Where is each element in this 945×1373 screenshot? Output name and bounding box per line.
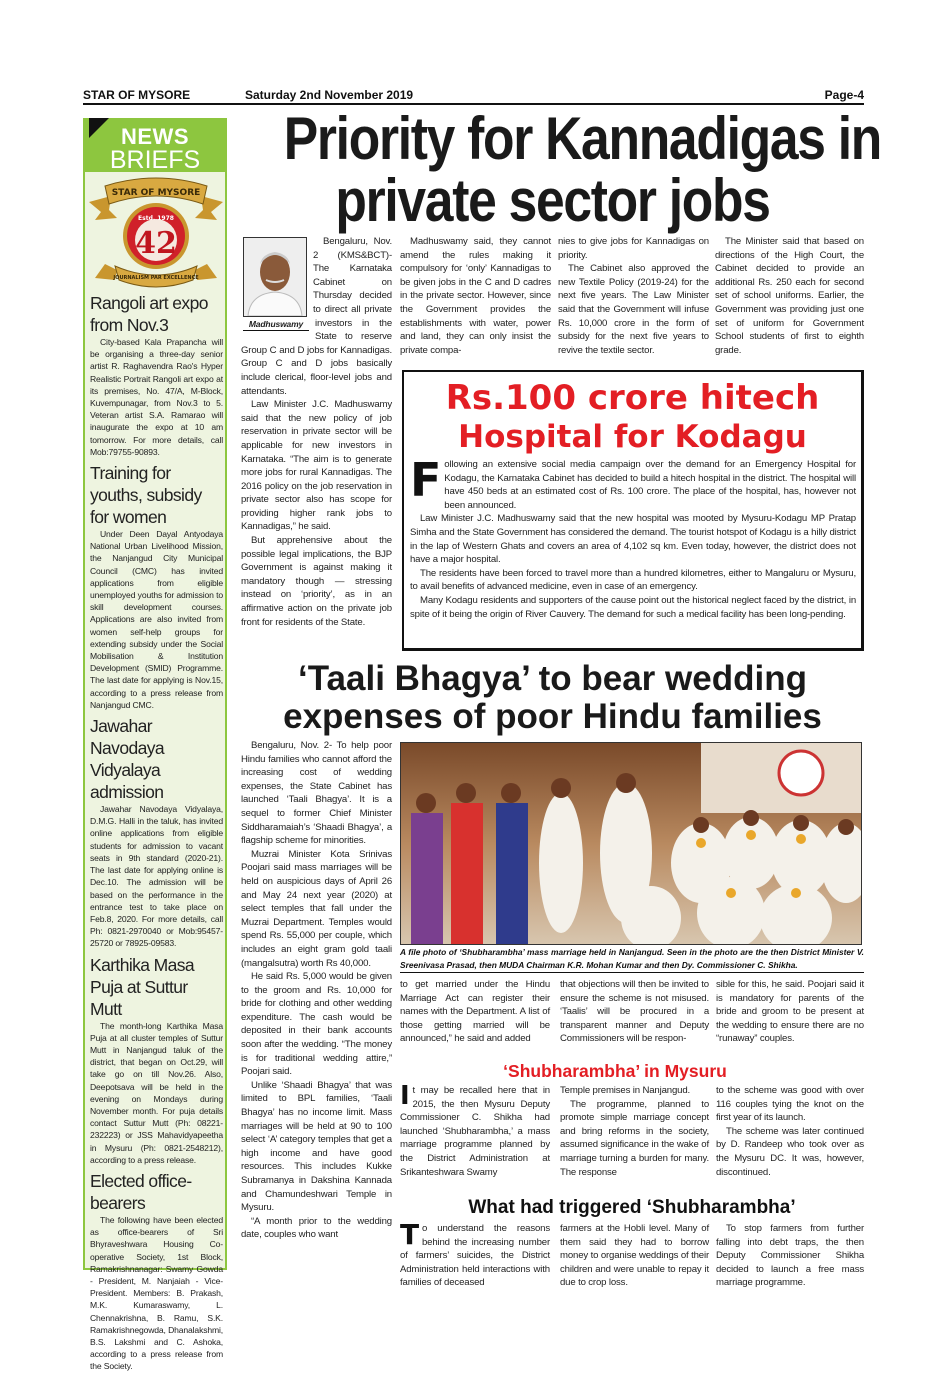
brief-title: Training for youths, subsidy for women	[90, 463, 202, 528]
story1-column-3	[558, 235, 709, 357]
logo-name: STAR OF MYSORE	[111, 188, 201, 198]
paragraph: sible for this, he said. Poojari said it is mandatory for parents of the bride and groom to be present at the wedding to ensure there are no “runaway” couples.	[716, 979, 864, 1045]
logo-estd: Estd. 1978	[138, 215, 174, 222]
paragraph: that objections will then be invited to ensure the scheme is not misused. ‘Taalis’ will be procured in a transparent manner and Deputy Commissioners will be respon-	[560, 979, 709, 1045]
portrait-image	[244, 238, 306, 316]
brief-navodaya-admission	[90, 715, 223, 949]
shubharambha-subheading: ‘Shubharambha’ in Mysuru	[503, 1061, 727, 1081]
paragraph: He said Rs. 5,000 would be given to the groom and Rs. 10,000 for bride for clothing and other wedding expenditure. The cash would be deposited in their bank accounts soon after the wedding. “The money is for traditional wedding attire,” Poojari said.	[241, 971, 392, 1078]
paragraph: Law Minister J.C. Madhuswamy said that the new policy of job reservation in private sector will be applicable for new investors in Karnataka. “The aim is to generate more jobs for rural Kannadigas. The 2016 policy on the job reservation in private sector also has scope for providing higher rank jobs to Kannadigas,” he said.	[241, 399, 392, 533]
brief-title: Rangoli art expo from Nov.3	[90, 293, 208, 335]
story1-column-4	[715, 235, 864, 357]
brief-title: Karthika Masa Puja at Suttur Mutt	[90, 954, 195, 1019]
story3-cont-column-1	[400, 978, 550, 1046]
story1-column-2	[400, 235, 551, 357]
headline-line: expenses of poor Hindu families	[283, 697, 822, 736]
paragraph: Muzrai Minister Kota Srinivas Poojari said mass marriages will be held on auspicious days of April 26 and May 24 next year (2020) at select temples that fall under the Muzrai Department. Temples would spend Rs. 55,000 per couple, which includes an eight gram gold taali (mangalsutra) worth Rs 40,000.	[241, 848, 392, 969]
paragraph: Bengaluru, Nov. 2 (KMS&BCT)- The Karnataka Cabinet on Thursday decided to direct all private investors in the State to reserve Group C and D jobs for Kannadigas. Group C and D jobs basically include clerical, floor-level jobs and attendants.	[241, 236, 392, 397]
photo-caption: A file photo of ‘Shubharambha’ mass marriage held in Nanjangud. Seen in the photo are the then District Minister V. Sreenivasa Prasad, then MUDA Chairman K.R. Mohan Kumar and then Dy. Commissioner C. Shikha.	[400, 946, 864, 973]
mass-marriage-image	[401, 743, 862, 945]
paragraph: to the scheme was good with over 116 couples tying the knot on the first year of its launch.	[716, 1085, 864, 1124]
paragraph: To stop farmers from further falling into debt traps, the then Deputy Commissioner Shikha decided to launch a free mass marriage programme.	[716, 1223, 864, 1289]
photo-caption: Madhuswamy	[243, 319, 309, 331]
sub1-column-1	[400, 1081, 550, 1179]
brief-body: The following have been elected as office-bearers of Sri Bhyraveshwara Housing Co-operative Society, 1st Block, Ramakrishnanagar: Swamy Gowda - President, M. Nanjaiah - Vice-President. Members: B. Prakash, M.K. Kumaraswamy, L. Chennakrishna, B. Ramu, S.K. Ramakrishnegowda, Dhanalakshmi, B.S. Lakshmi and C. Ashoka, according to a press release from the Society.	[90, 1214, 223, 1372]
newspaper-name: STAR OF MYSORE	[83, 88, 191, 102]
story3-cont-column-3	[716, 978, 864, 1046]
corner-triangle-icon	[89, 118, 109, 138]
paragraph: Unlike ‘Shaadi Bhagya’ that was limited to BPL families, ‘Taali Bhagya’ has no income limit. Mass marriages will be held at 90 to 100 select ‘A’ category temples that get a high income and have good resources. This includes Kukke Subramanya in Dakshina Kannada and Chamundeshwari Temple in Mysuru.	[241, 1079, 392, 1214]
brief-body: City-based Kala Prapancha will be organising a three-day senior artist R. Raghavendra Rao's Hyper Realistic Portrait Rangoli art expo at its premises, No. 47/A, M-Block, Kuvempunagar, from Nov.3 to 5. Veteran artist S.A. Ramarao will inaugurate the expo at 10 am tomorrow. For more details, call Mob:79755-90893.	[90, 337, 223, 457]
paragraph: o understand the reasons behind the increasing number of farmers’ suicides, the District Administration held interactions with families of deceased	[400, 1223, 550, 1289]
brief-rangoli-expo	[90, 292, 223, 458]
paragraph: Many Kodagu residents and supporters of the cause point out the historical neglect faced by the district, in spite of it being the origin of River Cauvery. The demand for such a medical facility has been long-pending.	[410, 594, 856, 620]
paragraph: nies to give jobs for Kannadigas on priority.	[558, 236, 709, 261]
paragraph: farmers at the Hobli level. Many of them said they had to borrow money to organise weddings of their children and were unable to repay it due to crop loss.	[560, 1223, 709, 1289]
paragraph: The Minister said that based on directions of the High Court, the Cabinet decided to provide an additional Rs. 250 each for second set of school uniforms. Earlier, the Government was providing just one set of uniform for Government School students of first to eighth grade.	[715, 236, 864, 356]
sub1-column-3	[716, 1084, 864, 1179]
paragraph: The scheme was later continued by D. Randeep who took over as the Mysuru DC. It was, however, discontinued.	[716, 1125, 864, 1178]
sub1-column-2	[560, 1084, 709, 1179]
story2-headline-line2: Hospital for Kodagu	[458, 419, 807, 455]
sub2-column-1	[400, 1218, 550, 1290]
paragraph: Bengaluru, Nov. 2- To help poor Hindu families who cannot afford the increasing cost of wedding expenses, the State Cabinet has launched ‘Taali Bhagya’. It is a sequel to former Chief Minister Siddharamaiah’s ‘Shaadi Bhagya’, a flagship scheme for minorities.	[241, 740, 392, 847]
brief-office-bearers	[90, 1170, 223, 1373]
paragraph: Madhuswamy said, they cannot amend the rules making it compulsory for ‘only’ Kannadigas to be given jobs in the C and D cadres in the private sector. However, since the Government provides the establishments with water, power and land, they can only insist the private compa-	[400, 236, 551, 356]
paragraph: “A month prior to the wedding date, couples who want	[241, 1215, 392, 1241]
sub2-column-3	[716, 1222, 864, 1290]
paragraph: The Cabinet also approved the new Textile Policy (2019-24) for the next five years. The Law Minister said that the Government will infuse Rs. 10,000 crore in the form of subsidy for the next five years to revive the textile sector.	[558, 263, 709, 356]
star-of-mysore-42-logo	[87, 176, 225, 288]
news-briefs-banner	[83, 118, 227, 172]
story3-cont-column-2	[560, 978, 709, 1046]
headline-line: private sector jobs	[335, 167, 770, 234]
story2-body	[410, 453, 856, 621]
news-briefs-sidebar	[83, 118, 227, 1372]
triggered-subheading: What had triggered ‘Shubharambha’	[468, 1197, 796, 1218]
logo-motto: JOURNALISM PAR EXCELLENCE	[113, 275, 199, 281]
paragraph: Law Minister J.C. Madhuswamy said that the new hospital was mooted by Mysuru-Kodagu MP Pratap Simha and the State Government has considered the demand. The tourist hotspot of Kodagu is a hilly district in the lap of Western Ghats and covers an area of 4,102 sq km. Even today, however, the district does not have a major hospital.	[410, 513, 856, 566]
headline-line: Priority for Kannadigas in	[283, 105, 881, 172]
headline-line: ‘Taali Bhagya’ to bear wedding	[298, 659, 807, 698]
paragraph: But apprehensive about the possible legal implications, the BJP Government is against making it mandatory though — stressing instead on ‘priority’, as in an affirmative action on the private job front for residents of the State.	[241, 535, 392, 628]
madhuswamy-photo	[243, 237, 307, 317]
paragraph: The residents have been forced to travel more than a hundred kilometres, either to Mangaluru or Mysuru, to avail benefits of advanced medicine, even in case of an emergency.	[410, 567, 856, 593]
brief-training-subsidy	[90, 462, 223, 711]
brief-karthika-puja	[90, 954, 223, 1166]
story2-headline-line1: Rs.100 crore hitech	[445, 378, 820, 418]
brief-body: Jawahar Navodaya Vidyalaya, D.M.G. Halli in the taluk, has invited online applications from eligible students for admission to vacant seats in 9th standard (2020-21). The last date for applying online is Dec.10. The admission will be based on the performance in the entrance test to take place on Feb.8, 2020. For more details, call Ph: 0821-2970040 or Mob:95457-25720 or 78925-09583.	[90, 804, 223, 949]
brief-title: Jawahar Navodaya Vidyalaya admission	[90, 716, 165, 803]
story1-column-1	[241, 235, 392, 629]
kodagu-hospital-box	[402, 370, 864, 651]
story3-headline	[240, 660, 865, 736]
mass-marriage-photo	[400, 742, 862, 945]
logo-number: 42	[135, 226, 177, 261]
brief-body: Under Deen Dayal Antyodaya National Urban Livelihood Mission, the Nanjangud City Municipal Council (CMC) has invited applications from eligible unemployed youths for admission to skill development courses. Applications are also invited from women self-help groups for extending subsidy under the Social Mobilisation & Institution Development (SMID) Programme. The last date for applying is Nov.15, according to a press release from Nanjangud CMC.	[90, 529, 223, 710]
brief-title: Elected office-bearers	[90, 1170, 192, 1213]
drop-cap: F	[410, 453, 442, 507]
story1-headline	[240, 105, 881, 234]
paragraph: t may be recalled here that in 2015, the then Mysuru Deputy Commissioner C. Shikha had launched ‘Shubharambha,’ a mass marriage programme planned by the District Administration at Srikanteshwara Swamy	[400, 1085, 550, 1178]
news-briefs-list	[90, 292, 223, 1373]
news-briefs-heading-top: NEWS	[121, 124, 189, 149]
drop-cap: T	[400, 1218, 419, 1251]
news-briefs-heading-bottom: BRIEFS	[109, 146, 201, 174]
paragraph: Temple premises in Nanjangud.	[560, 1085, 691, 1096]
issue-date: Saturday 2nd November 2019	[245, 88, 414, 102]
sub2-column-2	[560, 1222, 709, 1290]
paragraph: to get married under the Hindu Marriage Act can register their names with the Department. A list of those getting married will be announced,” he said and added	[400, 979, 550, 1045]
drop-cap: I	[400, 1081, 410, 1111]
paragraph: ollowing an extensive social media campaign over the demand for an Emergency Hospital for Kodagu, the Karnataka Cabinet has decided to build a hitech hospital in the district. The hospital will have 450 beds at an estimated cost of Rs. 100 crore. The place of the hospital, has, however not been announced.	[444, 459, 856, 511]
page-number: Page-4	[824, 88, 864, 102]
story3-column-1	[241, 739, 392, 1242]
paragraph: The programme, planned to promote simple marriage concept and bring reforms in the society, assumed significance in the wake of marriage turning a burden for many. The response	[560, 1098, 709, 1178]
brief-body: The month-long Karthika Masa Puja at all cluster temples of Suttur Mutt in Nanjangud taluk of the district, that began on Oct.29, will take go on till Nov.26. Also, Deepotsava will be held in the evening on Mondays during November month. For puja details contact Suttur Mutt (Ph: 08221-232223) or JSS Mahavidyapeetha in Mysuru (Ph: 0821-2548212), according to a press release.	[90, 1020, 223, 1165]
